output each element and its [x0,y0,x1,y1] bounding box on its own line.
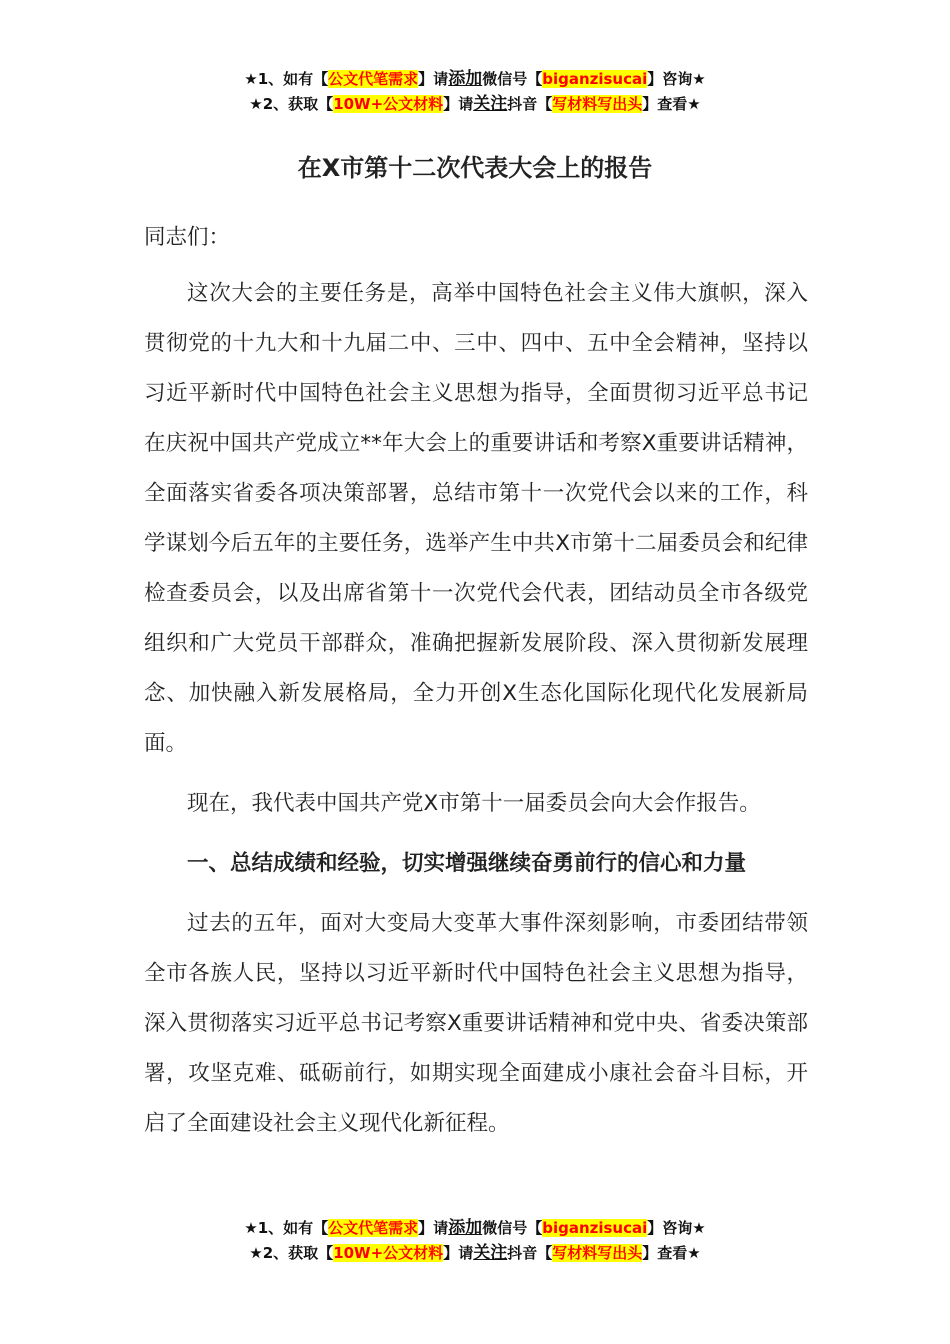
paragraph-1: 这次大会的主要任务是，高举中国特色社会主义伟大旗帜，深入贯彻党的十九大和十九届二中、三中、四中、五中全会精神，坚持以习近平新时代中国特色社会主义思想为指导，全面贯彻习近平总书记在庆祝中国共产党成立**年大会上的重要讲话和考察X重要讲话精神，全面落实省委各项决策部署，总结市第十一次党代会以来的工作，科学谋划今后五年的主要任务，选举产生中共X市第十二届委员会和纪律检查委员会，以及出席省第十一次党代会代表，团结动员全市各级党组织和广大党员干部群众，准确把握新发展阶段、深入贯彻新发展理念、加快融入新发展格局，全力开创X生态化国际化现代化发展新局面。 [144,281,808,756]
highlight-wechat-id: biganzisucai [542,70,648,88]
banner-emphasis: 添加 [448,1218,483,1238]
banner-text: ★2、获取【 [249,95,334,113]
banner-text: 抖音【 [507,1244,553,1262]
highlight-service: 公文代笔需求 [328,1219,419,1237]
greeting: 同志们： [144,225,231,250]
paragraph-3: 过去的五年，面对大变局大变革大事件深刻影响，市委团结带领全市各族人民，坚持以习近平新时代中国特色社会主义思想为指导，深入贯彻落实习近平总书记考察X重要讲话精神和党中央、省委决策部署，攻坚克难、砥砺前行，如期实现全面建成小康社会奋斗目标，开启了全面建设社会主义现代化新征程。 [144,911,808,1136]
section-heading: 一、总结成绩和经验，切实增强继续奋勇前行的信心和力量 [187,851,747,876]
banner-text: 】查看★ [642,95,701,113]
footer-banner [0,1216,950,1266]
highlight-service: 公文代笔需求 [328,70,419,88]
highlight-account: 写材料写出头 [552,1244,643,1262]
banner-text: ★1、如有【 [244,1219,329,1237]
highlight-account: 写材料写出头 [552,95,643,113]
header-banner [0,67,950,117]
highlight-materials: 10W+公文材料 [333,95,444,113]
banner-line-1 [0,1216,950,1241]
banner-text: 微信号【 [482,1219,543,1237]
banner-line-2 [0,92,950,117]
banner-text: 】咨询★ [647,1219,706,1237]
banner-text: ★2、获取【 [249,1244,334,1262]
banner-emphasis: 添加 [448,69,483,89]
highlight-wechat-id: biganzisucai [542,1219,648,1237]
banner-text: 】查看★ [642,1244,701,1262]
banner-text: 】咨询★ [647,70,706,88]
banner-text: 】请 [418,70,449,88]
banner-line-2 [0,1241,950,1266]
banner-line-1 [0,67,950,92]
banner-text: 】请 [443,95,474,113]
document-body [144,213,808,1149]
banner-text: 抖音【 [507,95,553,113]
banner-text: 微信号【 [482,70,543,88]
highlight-materials: 10W+公文材料 [333,1244,444,1262]
banner-emphasis: 关注 [473,94,508,114]
banner-text: 】请 [443,1244,474,1262]
document-title: 在X市第十二次代表大会上的报告 [297,154,653,182]
paragraph-2: 现在，我代表中国共产党X市第十一届委员会向大会作报告。 [187,791,761,816]
banner-emphasis: 关注 [473,1243,508,1263]
banner-text: 】请 [418,1219,449,1237]
banner-text: ★1、如有【 [244,70,329,88]
